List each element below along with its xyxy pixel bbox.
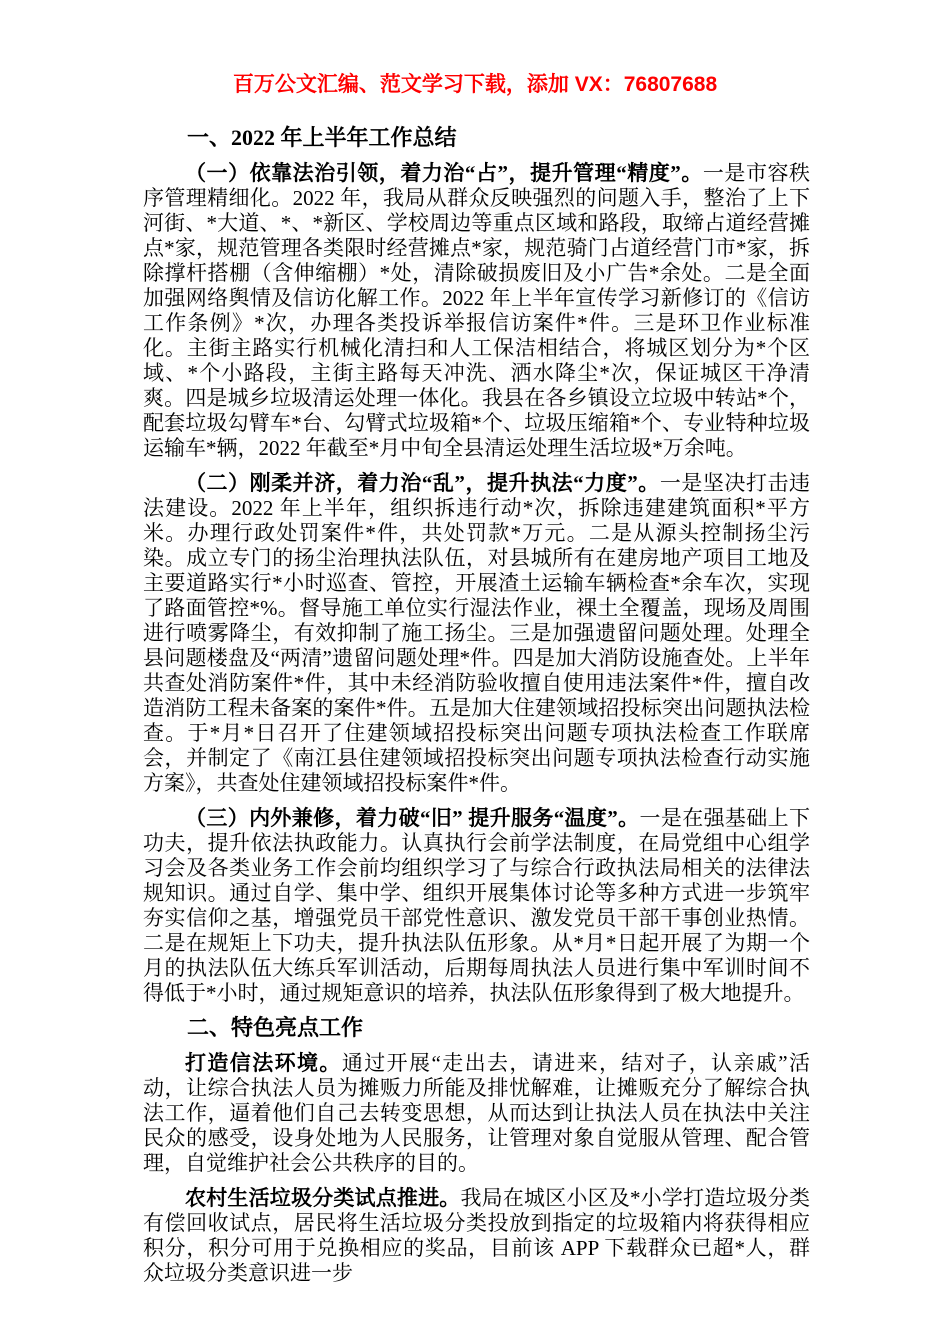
paragraph-body-5: 我局在城区小区及*小学打造垃圾分类有偿回收试点，居民将生活垃圾分类投放到指定的垃圾箱内将获得相应积分，积分可用于兑换相应的奖品，目前该 APP 下载群众已超*人，群众垃圾分类意识进一步 [143,1186,811,1285]
heading-first-half-summary: 一、2022 年上半年工作总结 [187,125,457,150]
paragraph-body-4: 通过开展“走出去，请进来，结对子，认亲戚”活动，让综合执法人员为摊贩力所能及排忧解难，让摊贩充分了解综合执法工作，逼着他们自己去转变思想，从而达到让执法人员在执法中关注民众的感受，设身处地为人民服务，让管理对象自觉服从管理、配合管理，自觉维护社会公共秩序的目的。 [143,1051,811,1175]
paragraph-lead-2: （二）刚柔并济，着力治“乱”，提升执法“力度”。 [185,471,660,495]
paragraph-law-trust-environment [143,1051,810,1176]
paragraph-body-2: 一是坚决打击违法建设。2022 年上半年，组织拆违行动*次，拆除违建建筑面积*平方米。办理行政处罚案件*件，共处罚款*万元。二是从源头控制扬尘污染。成立专门的扬尘治理执法队伍，对县城所有在建房地产项目工地及主要道路实行*小时巡查、管控，开展渣土运输车辆检查*余车次，实现了路面管控*%。督导施工单位实行湿法作业，裸土全覆盖，现场及周围进行喷雾降尘，有效抑制了施工扬尘。三是加强遗留问题处理。处理全县问题楼盘及“两清”遗留问题处理*件。四是加大消防设施查处。上半年共查处消防案件*件，其中未经消防验收擅自使用违法案件*件，擅自改造消防工程未备案的案件*件。五是加大住建领域招投标突出问题执法检查。于*月*日召开了住建领域招投标突出问题专项执法检查工作联席会，并制定了《南江县住建领域招投标突出问题专项执法检查行动实施方案》，共查处住建领域招投标案件*件。 [143,471,811,795]
paragraph-lead-3: （三）内外兼修，着力破“旧” 提升服务“温度”。 [185,806,640,830]
paragraph-body-1: 一是市容秩序管理精细化。2022 年，我局从群众反映强烈的问题入手，整治了上下河街、*大道、*、*新区、学校周边等重点区域和路段，取缔占道经营摊点*家，规范管理各类限时经营摊点*家，规范骑门占道经营门市*家，拆除撑杆搭棚（含伸缩棚）*处，清除破损废旧及小广告*余处。二是全面加强网络舆情及信访化解工作。2022 年上半年宣传学习新修订的《信访工作条例》*次，办理各类投诉举报信访案件*件。三是环卫作业标准化。主街主路实行机械化清扫和人工保洁相结合，将城区划分为*个区域、*个小路段，主街主路每天冲洗、洒水降尘*次，保证城区干净清爽。四是城乡垃圾清运处理一体化。我县在各乡镇设立垃圾中转站*个，配套垃圾勾臂车*台、勾臂式垃圾箱*个、垃圾压缩箱*个、专业特种垃圾运输车*辆，2022 年截至*月中旬全县清运处理生活垃圾*万余吨。 [143,161,811,460]
paragraph-service-warmth [143,806,810,1006]
paragraph-enforcement-strength [143,471,810,796]
paragraph-lead-4: 打造信法环境。 [185,1051,342,1075]
paragraph-rural-waste-sorting [143,1186,810,1286]
paragraph-body-3: 一是在强基础上下功夫，提升依法执政能力。认真执行会前学法制度，在局党组中心组学习会及各类业务工作会前均组织学习了与综合行政执法局相关的法律法规知识。通过自学、集中学、组织开展集体讨论等多种方式进一步筑牢夯实信仰之基，增强党员干部党性意识、激发党员干部干事创业热情。二是在规矩上下功夫，提升执法队伍形象。从*月*日起开展了为期一个月的执法队伍大练兵军训活动，后期每周执法人员进行集中军训时间不得低于*小时，通过规矩意识的培养，执法队伍形象得到了极大地提升。 [143,806,811,1005]
paragraph-lead-5: 农村生活垃圾分类试点推进。 [185,1186,461,1210]
paragraph-lead-1: （一）依靠法治引领，着力治“占”，提升管理“精度”。 [185,161,703,185]
promo-banner-text: 百万公文汇编、范文学习下载，添加 VX：76807688 [232,73,718,96]
paragraph-rule-of-law [143,161,810,461]
heading-featured-highlights: 二、特色亮点工作 [187,1015,364,1040]
document-body [143,125,810,1286]
